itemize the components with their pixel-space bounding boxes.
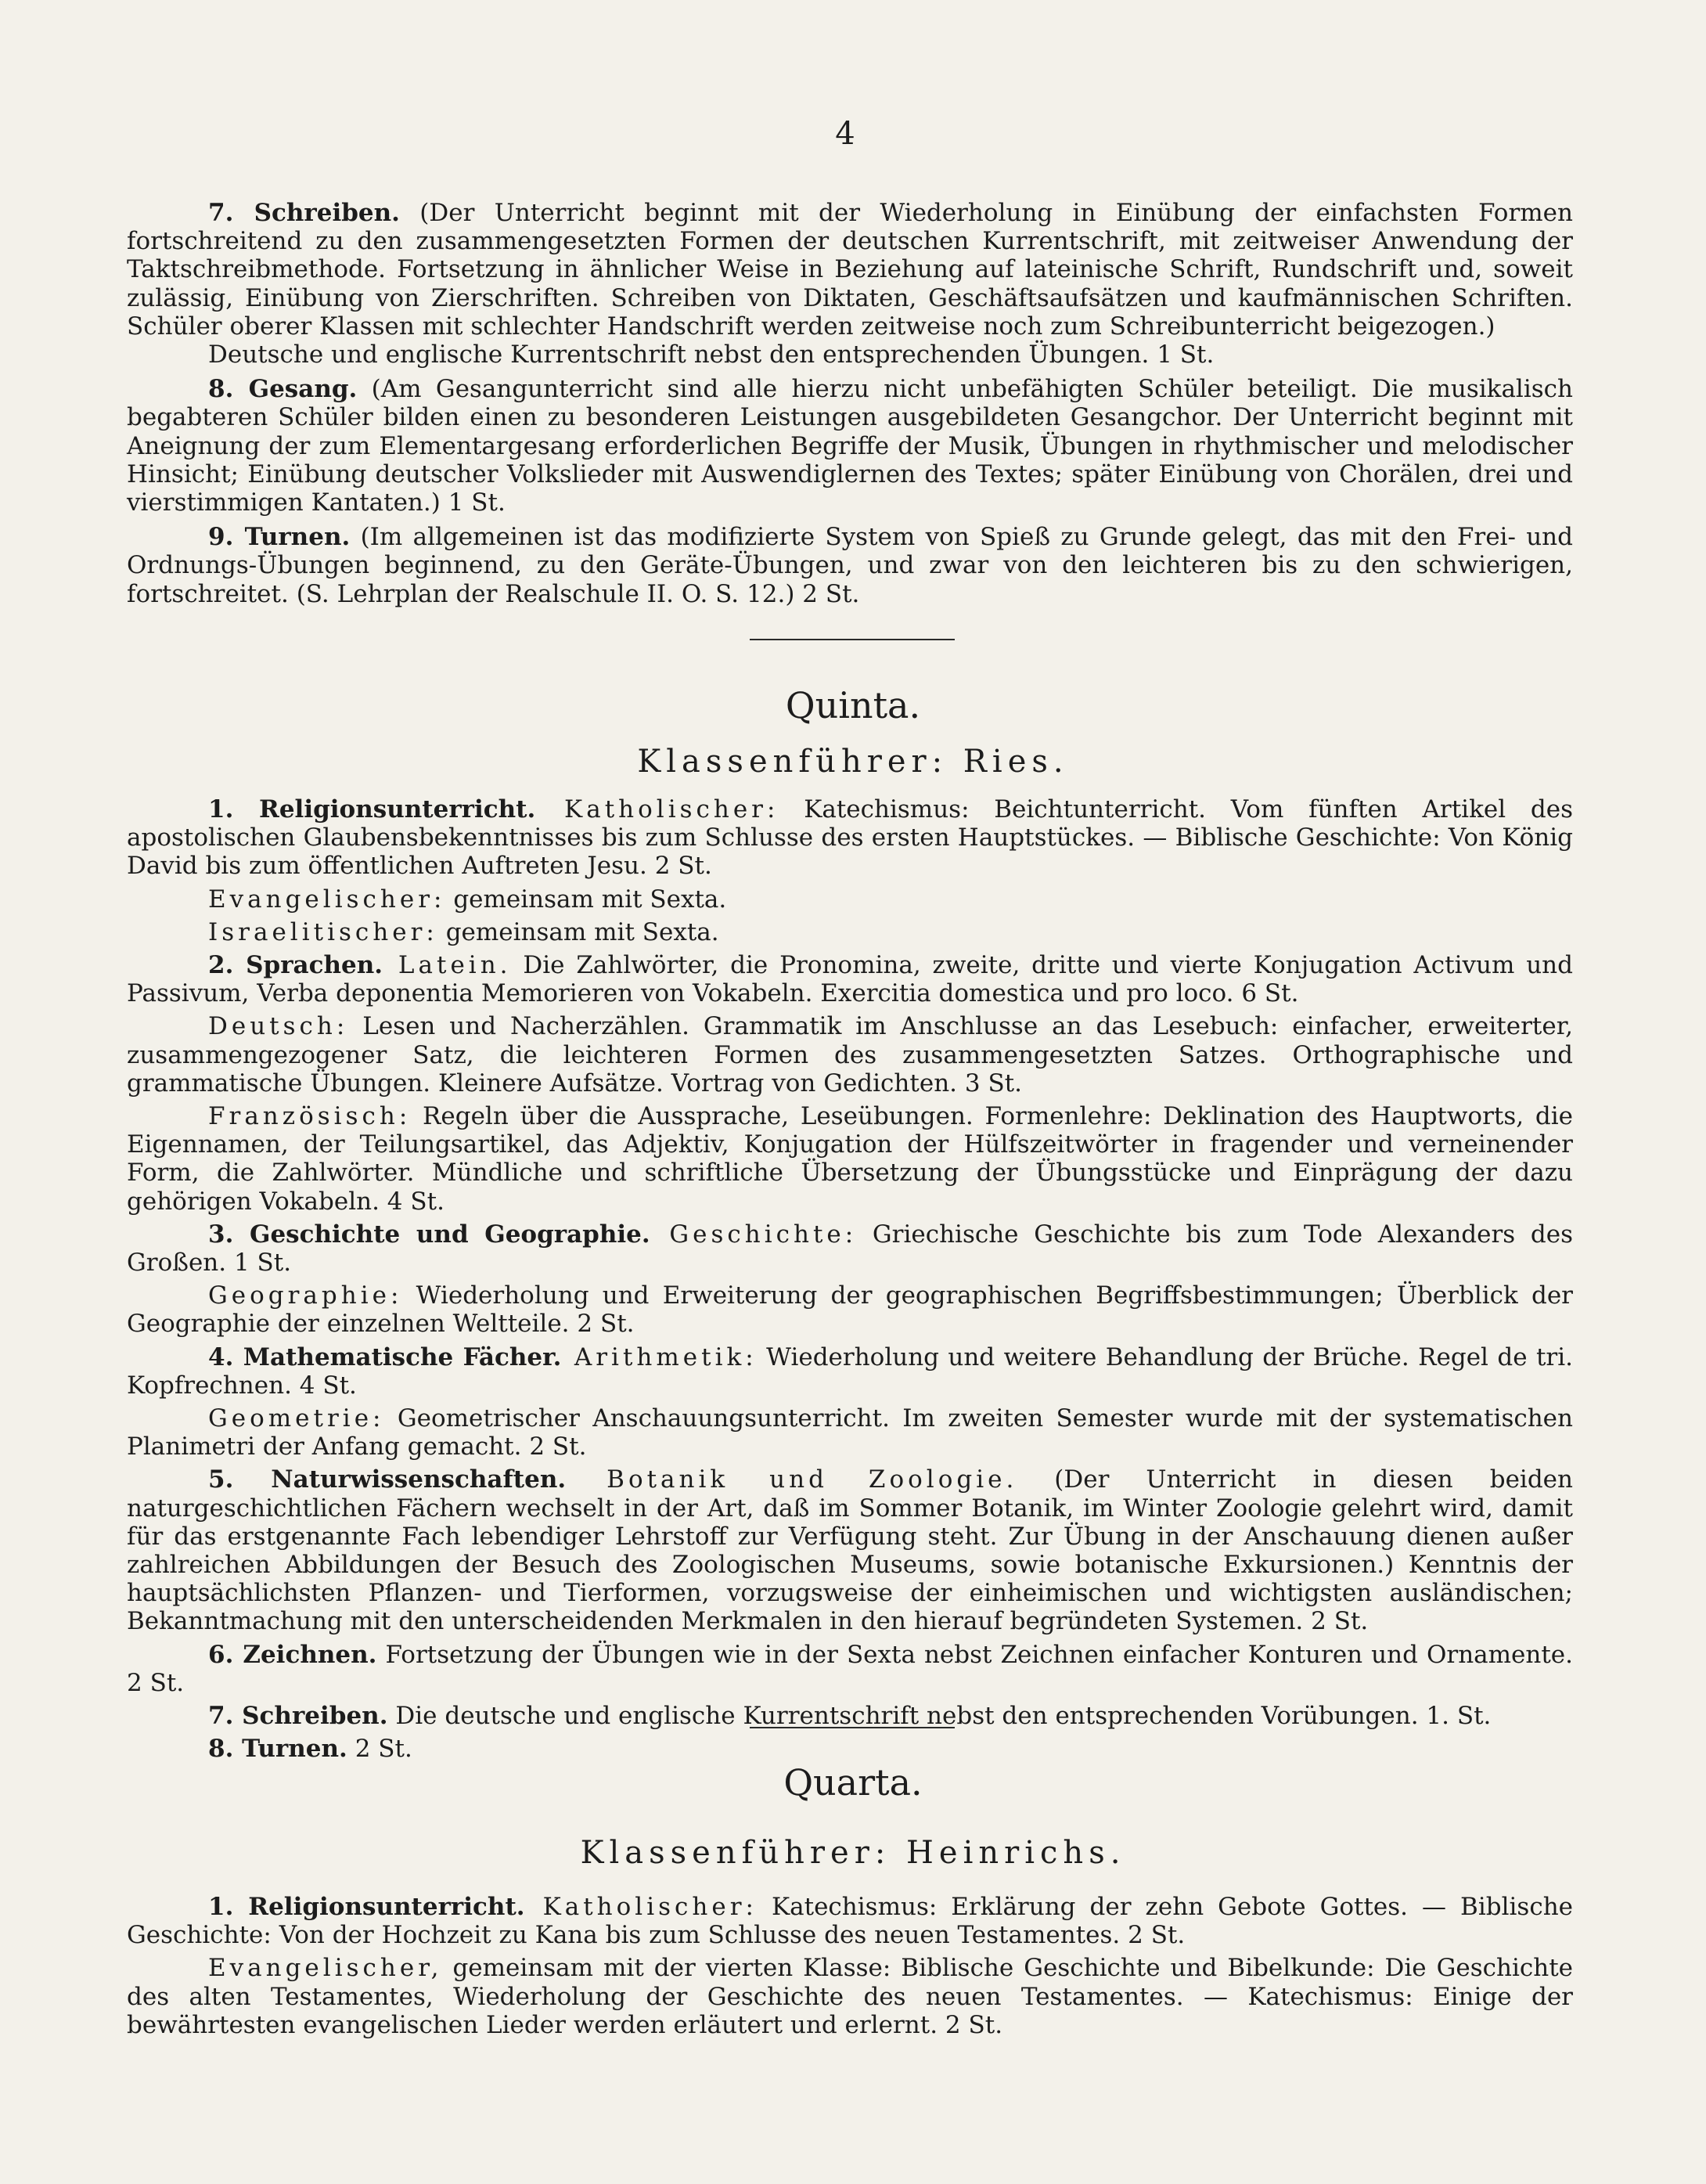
class-leader-quinta: Klassenführer: Ries. xyxy=(637,744,1069,780)
item-label: 1. Religionsunterricht. xyxy=(208,1893,525,1921)
item-subject: Katholischer: xyxy=(535,795,779,824)
item-text: 2 St. xyxy=(347,1735,412,1764)
paragraph-religion xyxy=(127,795,1573,881)
item-text: gemeinsam mit Sexta. xyxy=(445,885,727,914)
section-divider xyxy=(750,639,955,640)
item-text: Katechismus: Erklärung der zehn Gebote Gottes. — Biblische Geschichte: Von der Hochzeit zu Kana bis zum Schlusse des neuen Testamentes. 2 St. xyxy=(127,1893,1573,1950)
paragraph-naturwissenschaften xyxy=(127,1465,1573,1635)
paragraph-israelitisch xyxy=(127,918,1573,946)
item-label: 2. Sprachen. xyxy=(208,951,383,980)
item-subject: Geometrie: xyxy=(208,1404,385,1433)
item-subject: Katholischer: xyxy=(524,1893,758,1921)
paragraph-gesang xyxy=(127,375,1573,517)
item-label: 7. Schreiben. xyxy=(208,199,400,227)
item-subject: Evangelischer: xyxy=(208,885,446,914)
item-subject: Latein. xyxy=(383,951,512,980)
item-subject: Israelitischer: xyxy=(208,917,438,946)
item-subject: Deutsch: xyxy=(208,1012,349,1041)
item-text: (Am Gesangunterricht sind alle hierzu nicht unbefähigten Schüler beteiligt. Die musikalisch begabteren Schüler bilden einen zu besonderen Leistungen ausgebildeten Gesangchor. Der Unterricht beginnt mit Aneignung der zum Elementargesang erforderlichen Begriffe der Musik, Übungen in rhythmischer und melodischer Hinsicht; Einübung deutscher Volkslieder mit Auswendiglernen des Textes; später Einübung von Chorälen, drei und vierstimmigen Kantaten.) 1 St. xyxy=(127,375,1573,517)
paragraph-deutsch xyxy=(127,1012,1573,1097)
item-text: Katechismus: Beichtunterricht. Vom fünften Artikel des apostolischen Glaubensbekenntnisses bis zum Schlusse des ersten Hauptstückes. — Biblische Geschichte: Von König David bis zum öffentlichen Auftreten Jesu. 2 St. xyxy=(127,795,1573,881)
paragraph-zeichnen xyxy=(127,1641,1573,1697)
item-text: (Der Unterricht beginnt mit der Wiederholung in Einübung der einfachsten Formen fortschreitend zu den zusammengesetzten Formen der deutschen Kurrentschrift, mit zeitweiser Anwendung der Taktschreibmethode. Fortsetzung in ähnlicher Weise in Beziehung auf lateinische Schrift, Rundschrift und, soweit zulässig, Einübung von Zierschriften. Schreiben von Diktaten, Geschäftsaufsätzen und kaufmännischen Schriften. Schüler oberer Klassen mit schlechter Handschrift werden zeitweise noch zum Schreibunterricht beigezogen.) xyxy=(127,199,1573,341)
paragraph-evangelisch xyxy=(127,885,1573,914)
paragraph-schreiben-hours: Deutsche und englische Kurrentschrift nebst den entsprechenden Übungen. 1 St. xyxy=(208,341,1215,369)
item-text: Die Zahlwörter, die Pronomina, zweite, dritte und vierte Konjugation Activum und Passivum, Verba deponentia Memorieren von Vokabeln. Exercitia domestica und pro loco. 6 St. xyxy=(127,951,1573,1008)
item-text: (Im allgemeinen ist das modifizierte System von Spieß zu Grunde gelegt, das mit den Frei- und Ordnungs-Übungen beginnend, zu den Geräte-Übungen, und zwar von den leichteren bis zu den schwierigen, fortschreitet. (S. Lehrplan der Realschule II. O. S. 12.) 2 St. xyxy=(127,523,1573,608)
item-text: Geometrischer Anschauungsunterricht. Im zweiten Semester wurde mit der systematischen Planimetri der Anfang gemacht. 2 St. xyxy=(127,1404,1573,1461)
class-leader-quarta: Klassenführer: Heinrichs. xyxy=(580,1835,1126,1871)
item-subject: Geographie: xyxy=(208,1281,403,1310)
quinta-curriculum xyxy=(127,795,1573,1764)
item-label: 6. Zeichnen. xyxy=(208,1640,377,1669)
item-subject: Französisch: xyxy=(208,1102,412,1131)
sexta-continuation xyxy=(127,199,1573,608)
item-text: Die deutsche und englische Kurrentschrift nebst den entsprechenden Vorübungen. 1. St. xyxy=(387,1702,1492,1731)
item-label: 8. Turnen. xyxy=(208,1735,347,1764)
paragraph-sprachen xyxy=(127,951,1573,1007)
item-label: 8. Gesang. xyxy=(208,375,358,404)
item-text: Fortsetzung der Übungen wie in der Sexta nebst Zeichnen einfacher Konturen und Ornamente. 2 St. xyxy=(127,1640,1573,1697)
section-divider xyxy=(750,1727,955,1728)
paragraph-geschichte xyxy=(127,1220,1573,1277)
item-label: 9. Turnen. xyxy=(208,523,351,552)
item-label: 4. Mathematische Fächer. xyxy=(208,1342,562,1371)
paragraph-schreiben xyxy=(127,199,1573,341)
item-subject: Botanik und Zoologie. xyxy=(566,1465,1018,1494)
paragraph-religion xyxy=(127,1893,1573,1949)
item-text: gemeinsam mit der vierten Klasse: Biblische Geschichte und Bibelkunde: Die Geschichte des alten Testamentes, Wiederholung der Geschichte des neuen Testamentes. — Katechismus: Einige der bewährtesten evangelischen Lieder werden erläutert und erlernt. 2 St. xyxy=(127,1954,1573,2039)
item-text: Lesen und Nacherzählen. Grammatik im Anschlusse an das Lesebuch: einfacher, erweiterter, zusammengezogener Satz, die leichteren Formen des zusammengesetzten Satzes. Orthographische und grammatische Übungen. Kleinere Aufsätze. Vortrag von Gedichten. 3 St. xyxy=(127,1012,1573,1097)
item-subject: Evangelischer, xyxy=(208,1954,443,1983)
quarta-curriculum xyxy=(127,1893,1573,2039)
section-title-quinta: Quinta. xyxy=(785,684,921,726)
paragraph-evangelisch xyxy=(127,1954,1573,2039)
paragraph-mathematik xyxy=(127,1343,1573,1400)
item-subject: Arithmetik: xyxy=(561,1342,758,1371)
item-text: gemeinsam mit Sexta. xyxy=(437,917,719,946)
paragraph-turnen xyxy=(127,1735,1573,1763)
item-label: 1. Religionsunterricht. xyxy=(208,795,536,824)
paragraph-schreiben xyxy=(127,1702,1573,1730)
page-number: 4 xyxy=(835,116,855,152)
item-label: 3. Geschichte und Geographie. xyxy=(208,1220,650,1249)
item-text: Griechische Geschichte bis zum Tode Alexanders des Großen. 1 St. xyxy=(127,1220,1573,1278)
item-text: (Der Unterricht in diesen beiden naturgeschichtlichen Fächern wechselt in der Art, daß im Sommer Botanik, im Winter Zoologie gelehrt wird, damit für das erstgenannte Fach lebendiger Lehrstoff zur Verfügung steht. Zur Übung in der Anschauung dienen außer zahlreichen Abbildungen der Besuch des Zoologischen Museums, sowie botanische Exkursionen.) Kenntnis der hauptsächlichsten Pflanzen- und Tierformen, vorzugsweise der einheimischen und wichtigsten ausländischen; Bekanntmachung mit den unterscheidenden Merkmalen in den hierauf begründeten Systemen. 2 St. xyxy=(127,1465,1573,1636)
item-text: Wiederholung und weitere Behandlung der Brüche. Regel de tri. Kopfrechnen. 4 St. xyxy=(127,1342,1573,1400)
paragraph-turnen xyxy=(127,523,1573,608)
item-text: Regeln über die Aussprache, Leseübungen. Formenlehre: Deklination des Hauptworts, die Eigennamen, der Teilungsartikel, das Adjektiv, Konjugation der Hülfszeitwörter in fragender und verneinender Form, die Zahlwörter. Mündliche und schriftliche Übersetzung der Übungsstücke und Einprägung der dazu gehörigen Vokabeln. 4 St. xyxy=(127,1102,1573,1216)
item-subject: Geschichte: xyxy=(650,1220,858,1249)
item-label: 5. Naturwissenschaften. xyxy=(208,1465,567,1494)
section-title-quarta: Quarta. xyxy=(783,1761,923,1804)
paragraph-geometrie xyxy=(127,1404,1573,1461)
item-label: 7. Schreiben. xyxy=(208,1702,388,1731)
paragraph-geographie xyxy=(127,1281,1573,1338)
item-text: Wiederholung und Erweiterung der geographischen Begriffsbestimmungen; Überblick der Geographie der einzelnen Weltteile. 2 St. xyxy=(127,1281,1573,1339)
paragraph-franzoesisch xyxy=(127,1102,1573,1216)
